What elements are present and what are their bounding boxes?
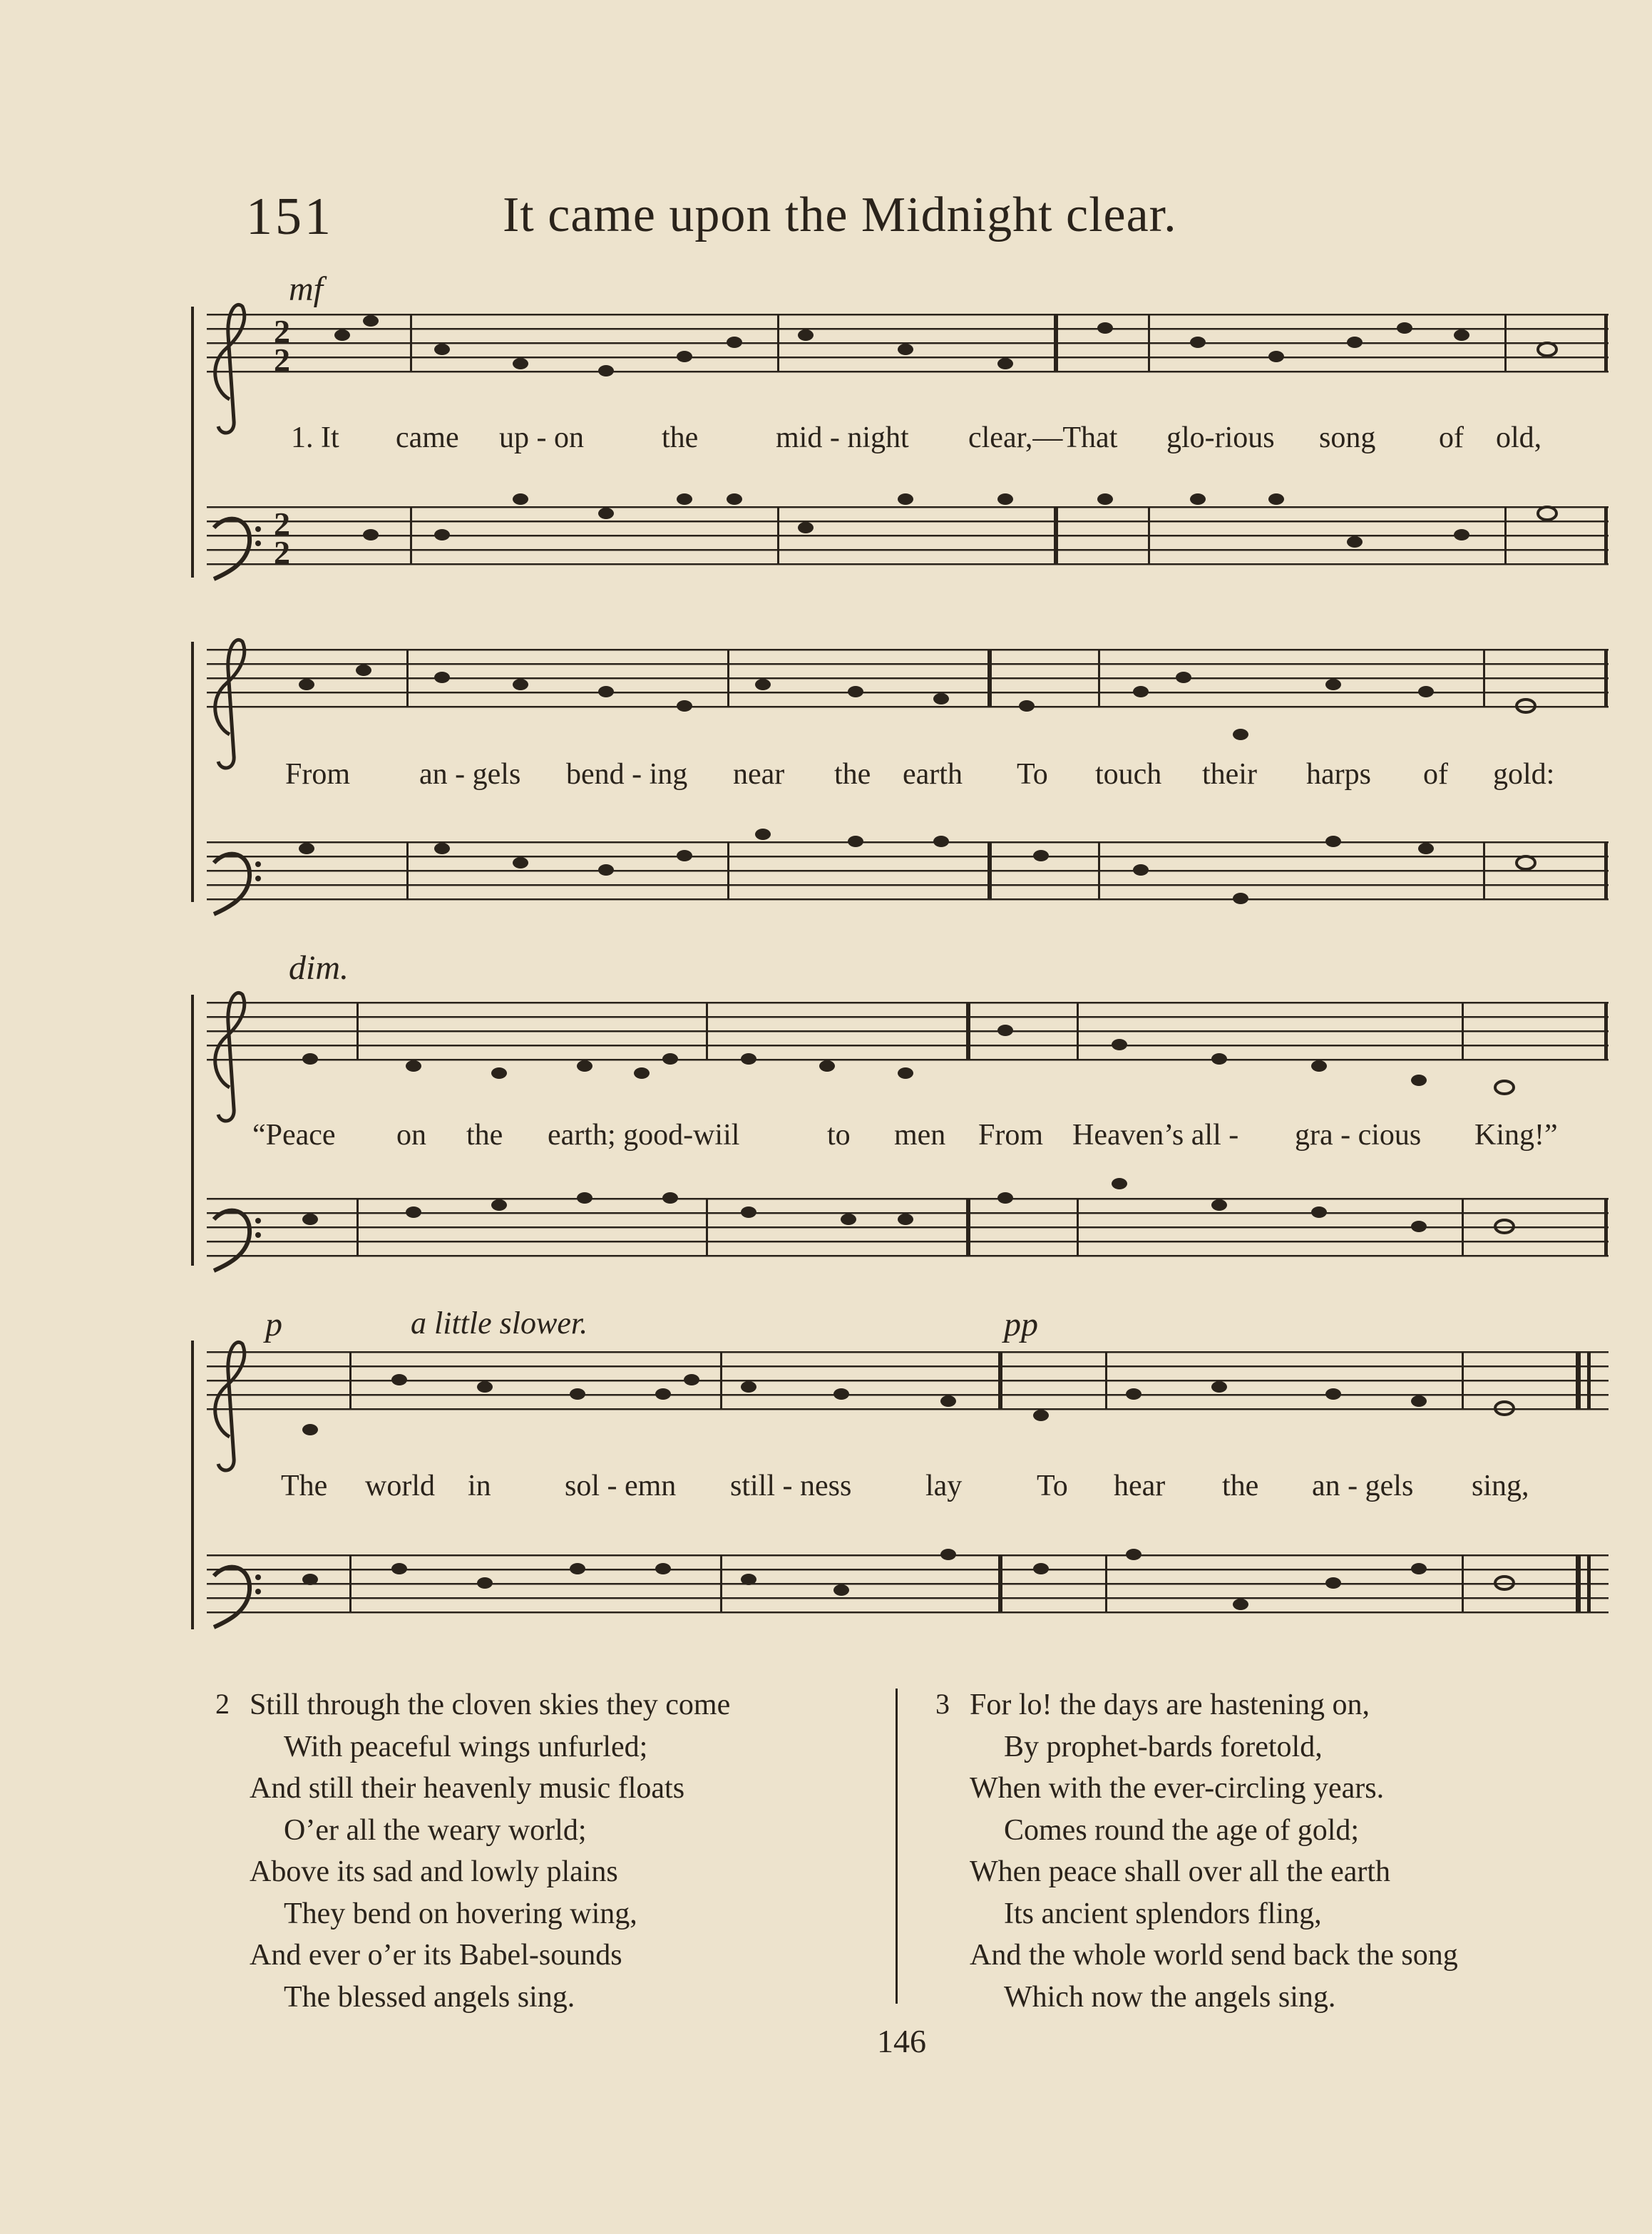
lyric: harps — [1306, 758, 1371, 791]
dynamic-p: p — [265, 1306, 282, 1343]
lyric: Heaven’s all - — [1072, 1119, 1239, 1152]
svg-text:2: 2 — [274, 506, 290, 542]
lyric: an - gels — [1312, 1470, 1414, 1502]
verse-line: And the whole world send back the song — [970, 1939, 1458, 1972]
verse-line: When with the ever-circling years. — [970, 1772, 1385, 1805]
verse-line: Its ancient splendors fling, — [1004, 1897, 1322, 1930]
hymn-number: 151 — [246, 188, 334, 246]
page-number: 146 — [877, 2023, 926, 2059]
verse-line: With peaceful wings unfurled; — [284, 1730, 648, 1763]
lyric: the — [834, 758, 871, 791]
lyric: touch — [1095, 758, 1162, 791]
lyric: gra - cious — [1295, 1119, 1422, 1152]
verse-line: For lo! the days are hastening on, — [970, 1689, 1370, 1721]
verse-number: 2 — [215, 1688, 230, 1720]
lyric: 1. It — [291, 421, 339, 454]
lyric: hear — [1114, 1470, 1166, 1502]
lyric: lay — [925, 1470, 963, 1502]
verse-line: And ever o’er its Babel-sounds — [250, 1939, 622, 1972]
verse-line: By prophet-bards foretold, — [1004, 1730, 1323, 1763]
dynamic-slower: a little slower. — [411, 1306, 588, 1341]
lyric: to — [827, 1119, 851, 1152]
lyric: the — [1222, 1470, 1259, 1502]
svg-text:2: 2 — [274, 534, 290, 570]
lyric: came — [396, 421, 459, 454]
dynamic-dim: dim. — [289, 949, 349, 987]
verse-2 — [250, 1684, 730, 2018]
treble-clef-icon — [215, 304, 245, 433]
verse-line: Which now the angels sing. — [1004, 1980, 1336, 2014]
lyric: world — [365, 1470, 435, 1502]
verse-line: Still through the cloven skies they come — [250, 1689, 731, 1721]
lyric: earth — [903, 758, 963, 791]
verse-line: The blessed angels sing. — [284, 1980, 575, 2014]
lyric: mid - night — [776, 421, 909, 454]
lyric: To — [1017, 758, 1048, 791]
dynamic-mf: mf — [289, 270, 323, 308]
lyric: From — [285, 758, 351, 791]
lyric: their — [1202, 758, 1257, 791]
lyric: the — [466, 1119, 503, 1152]
verse-line: O’er all the weary world; — [284, 1813, 587, 1847]
lyric: To — [1037, 1470, 1068, 1502]
lyric: of — [1423, 758, 1448, 791]
verse-line: When peace shall over all the earth — [970, 1855, 1391, 1888]
lyric: men — [894, 1119, 946, 1152]
lyric: of — [1439, 421, 1464, 454]
dynamic-pp: pp — [1004, 1306, 1038, 1343]
lyric: King!” — [1474, 1119, 1558, 1152]
lyric: near — [733, 758, 785, 791]
verse-line: They bend on hovering wing, — [284, 1897, 637, 1930]
svg-text:2: 2 — [274, 342, 290, 378]
verse-line: Comes round the age of gold; — [1004, 1813, 1360, 1847]
hymn-title: It came upon the Midnight clear. — [503, 188, 1177, 242]
lyric: up - on — [499, 421, 584, 454]
verse-number: 3 — [935, 1688, 950, 1720]
lyric: in — [468, 1470, 491, 1502]
lyric: earth; good-wiil — [548, 1119, 740, 1152]
lyric: bend - ing — [566, 758, 688, 791]
bass-clef-icon — [214, 519, 250, 579]
verse-line: And still their heavenly music floats — [250, 1772, 685, 1805]
lyric: sol - emn — [565, 1470, 677, 1502]
lyric: still - ness — [730, 1470, 852, 1502]
lyric: old, — [1496, 421, 1542, 454]
lyric: “Peace — [252, 1119, 336, 1152]
lyric: on — [396, 1119, 426, 1152]
lyric: sing, — [1472, 1470, 1529, 1502]
lyric: song — [1319, 421, 1376, 454]
lyric: clear,—That — [968, 421, 1118, 454]
verse-line: Above its sad and lowly plains — [250, 1855, 618, 1888]
lyric: glo-rious — [1166, 421, 1275, 454]
lyric: an - gels — [419, 758, 521, 791]
lyric: The — [281, 1470, 328, 1502]
time-signature-icon: 2 — [274, 313, 290, 349]
system-2 — [191, 640, 1609, 914]
lyric: From — [978, 1119, 1044, 1152]
verse-3 — [970, 1684, 1458, 2018]
lyric: the — [662, 421, 699, 454]
column-divider — [896, 1689, 898, 2004]
lyric: gold: — [1493, 758, 1555, 791]
